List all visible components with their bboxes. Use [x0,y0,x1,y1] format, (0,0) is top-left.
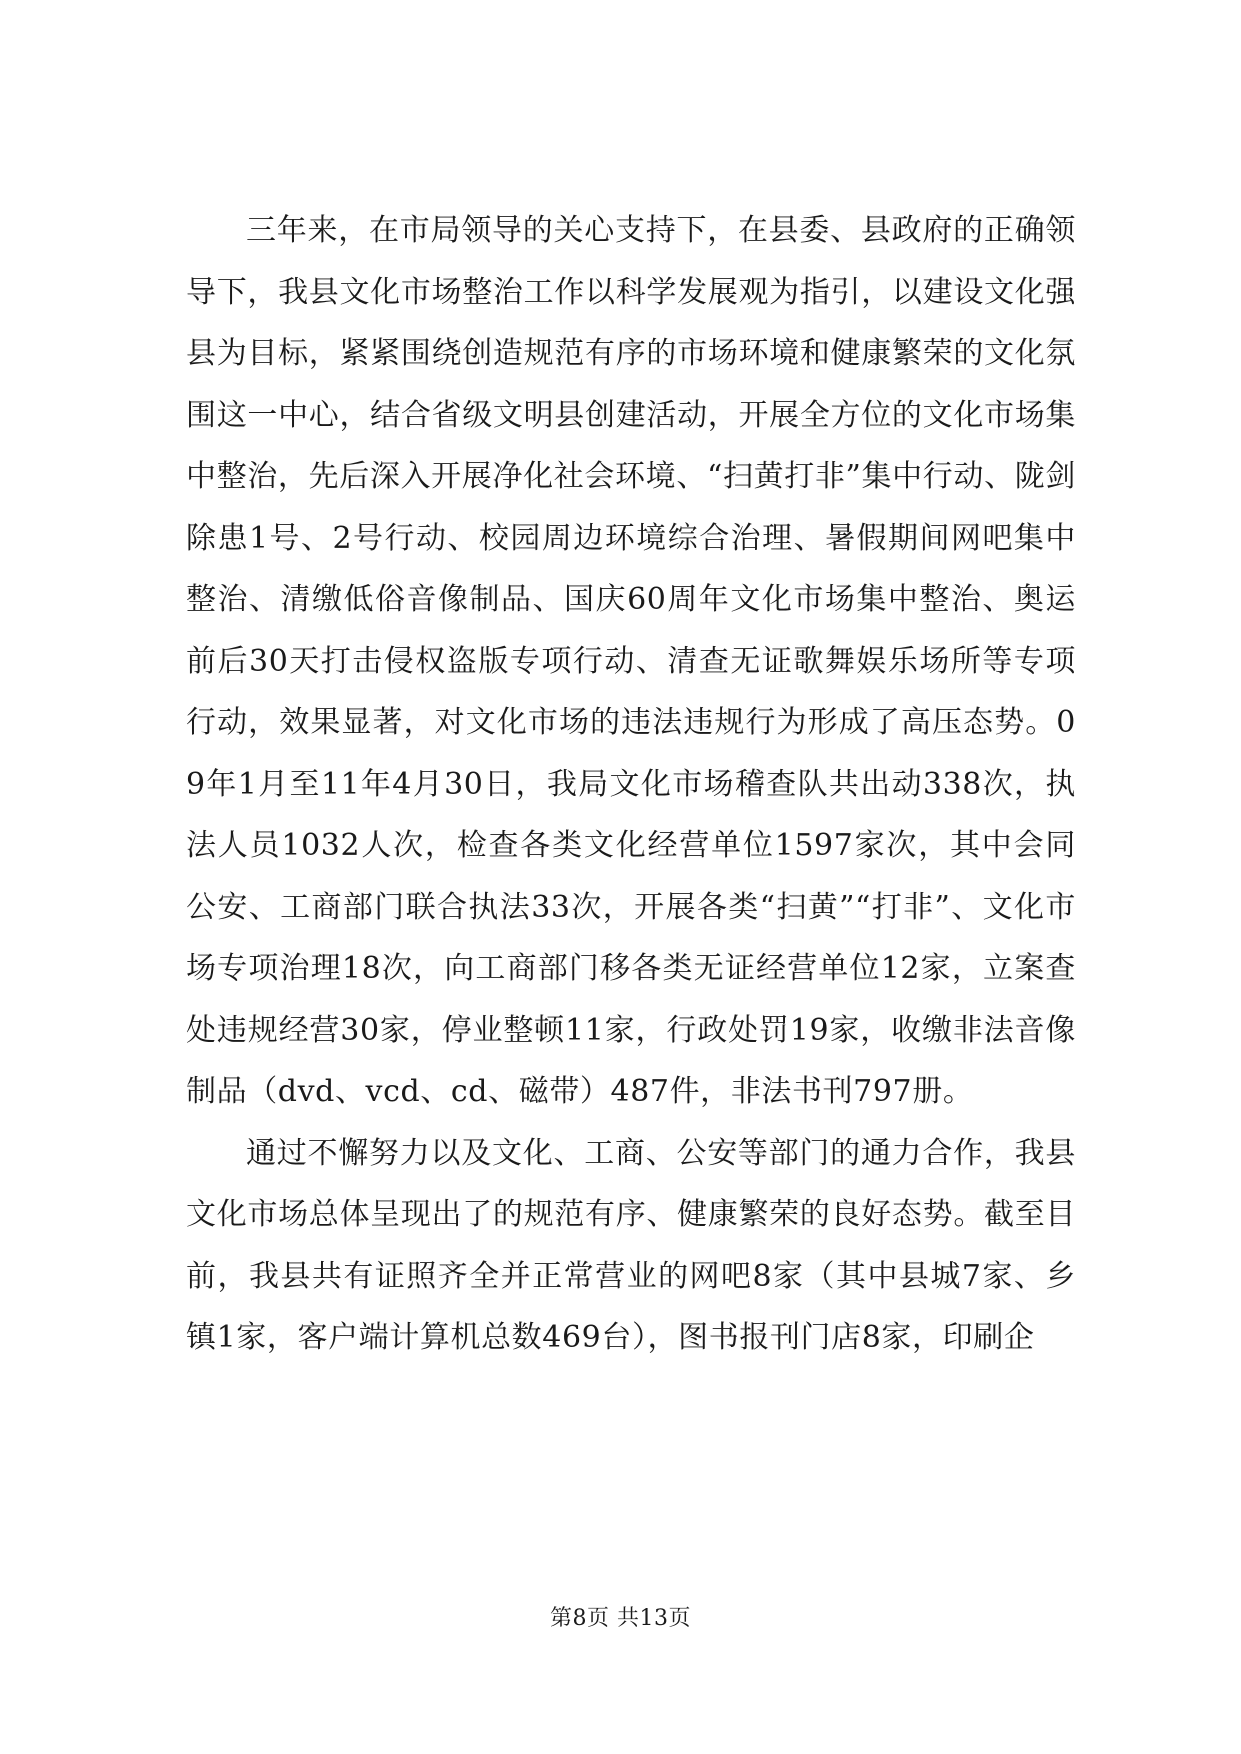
paragraph-2: 通过不懈努力以及文化、工商、公安等部门的通力合作，我县文化市场总体呈现出了的规范有序、健康繁荣的良好态势。截至目前，我县共有证照齐全并正常营业的网吧8家（其中县城7家、乡镇1家，客户端计算机总数469台），图书报刊门店8家，印刷企 [186,1135,1076,1355]
paragraph-1: 三年来，在市局领导的关心支持下，在县委、县政府的正确领导下，我县文化市场整治工作以科学发展观为指引，以建设文化强县为目标，紧紧围绕创造规范有序的市场环境和健康繁荣的文化氛围这一中心，结合省级文明县创建活动，开展全方位的文化市场集中整治，先后深入开展净化社会环境、“扫黄打非”集中行动、陇剑除患1号、2号行动、校园周边环境综合治理、暑假期间网吧集中整治、清缴低俗音像制品、国庆60周年文化市场集中整治、奥运前后30天打击侵权盗版专项行动、清查无证歌舞娱乐场所等专项行动，效果显著，对文化市场的违法违规行为形成了高压态势。09年1月至11年4月30日，我局文化市场稽查队共出动338次，执法人员1032人次，检查各类文化经营单位1597家次，其中会同公安、工商部门联合执法33次，开展各类“扫黄”“打非”、文化市场专项治理18次，向工商部门移各类无证经营单位12家，立案查处违规经营30家，停业整顿11家，行政处罚19家，收缴非法音像制品（dvd、vcd、cd、磁带）487件，非法书刊797册。 [186,213,1076,1109]
page-footer [0,1604,1241,1634]
document-body [186,200,1076,1369]
page-number: 第8页 共13页 [550,1606,691,1631]
